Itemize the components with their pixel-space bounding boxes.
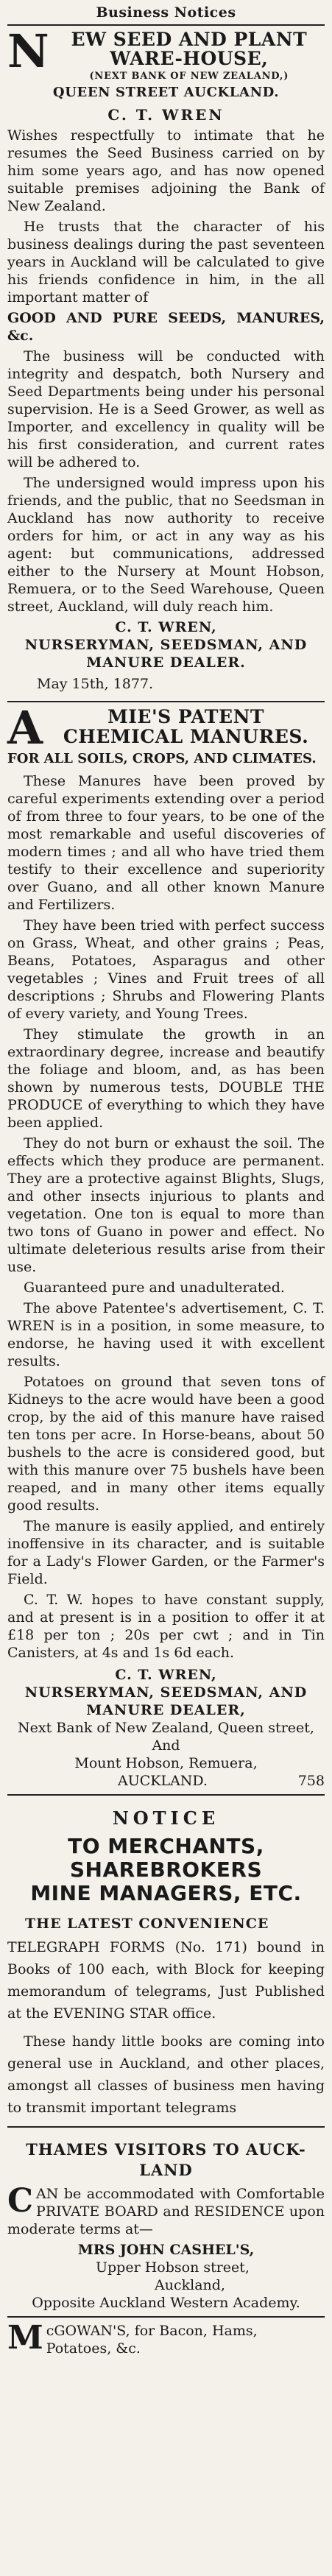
paragraph: The business will be conducted with integrity and despatch, both Nursery and Seed Departments being under his personal supervision. He is a Seed Grower, as well as Importer, and excellency in quality will be his first consideration, and current rates will be adhered to. xyxy=(7,347,325,470)
section-masthead: Business Notices xyxy=(96,4,236,21)
paragraph: They have been tried with perfect success on Grass, Wheat, and other grains ; Peas, Beans, Potatoes, Asparagus and other vegetables ; Vines and Fruit trees of all descriptions ; Shrubs and Flowering Plants of every variety, and Young Trees. xyxy=(7,917,325,1022)
address-line: And xyxy=(152,1737,180,1754)
mcgowan-ad xyxy=(7,2318,325,2362)
paragraph: Wishes respectfully to intimate that he resumes the Seed Business carried on by him some years ago, and has now opened suitable premises adjoining the Bank of New Zealand. xyxy=(7,127,325,214)
ad-subheading: THE LATEST CONVENIENCE xyxy=(25,1916,269,1933)
paragraph-goods: GOOD AND PURE SEEDS, MANURES, &c. xyxy=(7,309,325,344)
ad-reference-number: 758 xyxy=(297,1772,325,1789)
drop-cap: N xyxy=(7,24,49,78)
paragraph: These Manures have been proved by careful experiments extending over a period of from three to four years, to be one of the most remarkable and useful discoveries of modern times ; and all who have tried them testify to their excellence and superiority over Guano, and all other known Manure and Fertilizers. xyxy=(7,772,325,913)
address-block xyxy=(7,2241,325,2312)
ad-subheading: FOR ALL SOILS, CROPS, AND CLIMATES. xyxy=(7,750,317,766)
signature-title: MANURE DEALER, xyxy=(86,1701,246,1718)
ad-street: QUEEN STREET AUCKLAND. xyxy=(52,84,280,100)
address-line: Mount Hobson, Remuera, xyxy=(74,1754,258,1771)
address-row xyxy=(7,1772,325,1790)
signature-name: C. T. WREN, xyxy=(115,1666,217,1683)
paragraph: These handy little books are coming into general use in Auckland, and other places, amongst all classes of business men having to transmit important telegrams xyxy=(7,2033,325,2117)
manure-ad xyxy=(7,702,325,1794)
ad-date: May 15th, 1877. xyxy=(37,675,154,692)
ad-headline: THAMES VISITORS TO AUCK-LAND xyxy=(26,2140,306,2180)
paragraph: They stimulate the growth in an extraordinary degree, increase and beautify the foliage and bloom, and, as has been shown by numerous tests, DOUBLE THE PRODUCE of everything to which they have been applied. xyxy=(7,1026,325,1131)
address-line: Opposite Auckland Western Academy. xyxy=(32,2295,300,2312)
paragraph: Potatoes on ground that seven tons of Kidneys to the acre would have been a good crop, by the aid of this manure have raised ten tons per acre. In Horse-beans, about 50 bushels to the acre is considered good, but with this manure over 75 bushels have been reaped, and in many other items equally good results. xyxy=(7,1373,325,1514)
ad-headline-block xyxy=(7,700,325,755)
ad-subline: (NEXT BANK OF NEW ZEALAND,) xyxy=(89,70,289,82)
paragraph: He trusts that the character of his business dealings during the past seventeen years in Auckland will be calculated to give his friends confidence in him, in the all important matter of xyxy=(7,218,325,306)
drop-cap: A xyxy=(7,700,43,755)
seed-warehouse-ad xyxy=(7,26,325,701)
ad-headline: EW SEED AND PLANT WARE-HOUSE, xyxy=(71,29,308,70)
address-city: AUCKLAND. xyxy=(118,1772,208,1789)
ad-headline-block xyxy=(7,24,325,100)
address-block xyxy=(7,1719,325,1790)
advertiser-name: C. T. WREN xyxy=(107,105,225,124)
notice-heading: NOTICE xyxy=(112,1807,220,1829)
ad-headline: MIE'S PATENT CHEMICAL MANURES. xyxy=(63,705,309,747)
ad-headline: MINE MANAGERS, ETC. xyxy=(30,1880,302,1905)
drop-cap: C xyxy=(7,2182,34,2220)
paragraph: Guaranteed pure and unadulterated. xyxy=(24,1279,285,1296)
ad-body-block xyxy=(7,2182,325,2241)
signature-name: C. T. WREN, xyxy=(115,618,217,635)
signature-title: NURSERYMAN, SEEDSMAN, AND xyxy=(24,636,308,653)
paragraph: C. T. W. hopes to have constant supply, and at present is in a position to offer it at £18 per ton ; 20s per cwt ; and in Tin Canisters, at 4s and 1s 6d each. xyxy=(7,1591,325,1661)
paragraph: AN be accommodated with Comfortable PRIVATE BOARD and RESIDENCE upon moderate terms at— xyxy=(7,2186,325,2238)
ad-headline: TO MERCHANTS, SHAREBROKERS xyxy=(68,1833,264,1882)
drop-cap: M xyxy=(7,2319,43,2357)
paragraph: The undersigned would impress upon his friends, and the public, that no Seedsman in Auckland has now authority to receive orders for him, or act in any way as his agent: but communications, addressed either to the Nursery at Mount Hobson, Remuera, or to the Seed Warehouse, Queen street, Auckland, will duly reach him. xyxy=(7,474,325,615)
address-line: Upper Hobson street, xyxy=(96,2259,250,2276)
address-line: Next Bank of New Zealand, Queen street, xyxy=(18,1719,314,1736)
address-line: Auckland, xyxy=(155,2277,225,2294)
paragraph: They do not burn or exhaust the soil. The effects which they produce are permanent. They are a protective against Blights, Slugs, and other insects injurious to plants and vegetation. One ton is equal to more than two tons of Guano in power and effect. No ultimate deleterious results arise from their use. xyxy=(7,1135,325,1275)
board-residence-ad xyxy=(7,2128,325,2316)
signature-title: NURSERYMAN, SEEDSMAN, AND xyxy=(24,1684,308,1701)
proprietor-name: MRS JOHN CASHEL'S, xyxy=(77,2242,255,2259)
paragraph: The manure is easily applied, and entirely inoffensive in its character, and is suitable for a Lady's Flower Garden, or the Farmer's Field. xyxy=(7,1517,325,1587)
ad-text: cGOWAN'S, for Bacon, Hams, Potatoes, &c. xyxy=(46,2323,258,2357)
telegraph-forms-ad xyxy=(7,1796,325,2127)
paragraph: The above Patentee's advertisement, C. T. WREN is in a position, in some measure, to endorse, he having used it with excellent results. xyxy=(7,1299,325,1369)
signature-title: MANURE DEALER. xyxy=(86,654,246,671)
paragraph: TELEGRAPH FORMS (No. 171) bound in Books of 100 each, with Block for keeping memorandum of telegrams, Just Published at the EVENING STAR office. xyxy=(7,1939,325,2022)
